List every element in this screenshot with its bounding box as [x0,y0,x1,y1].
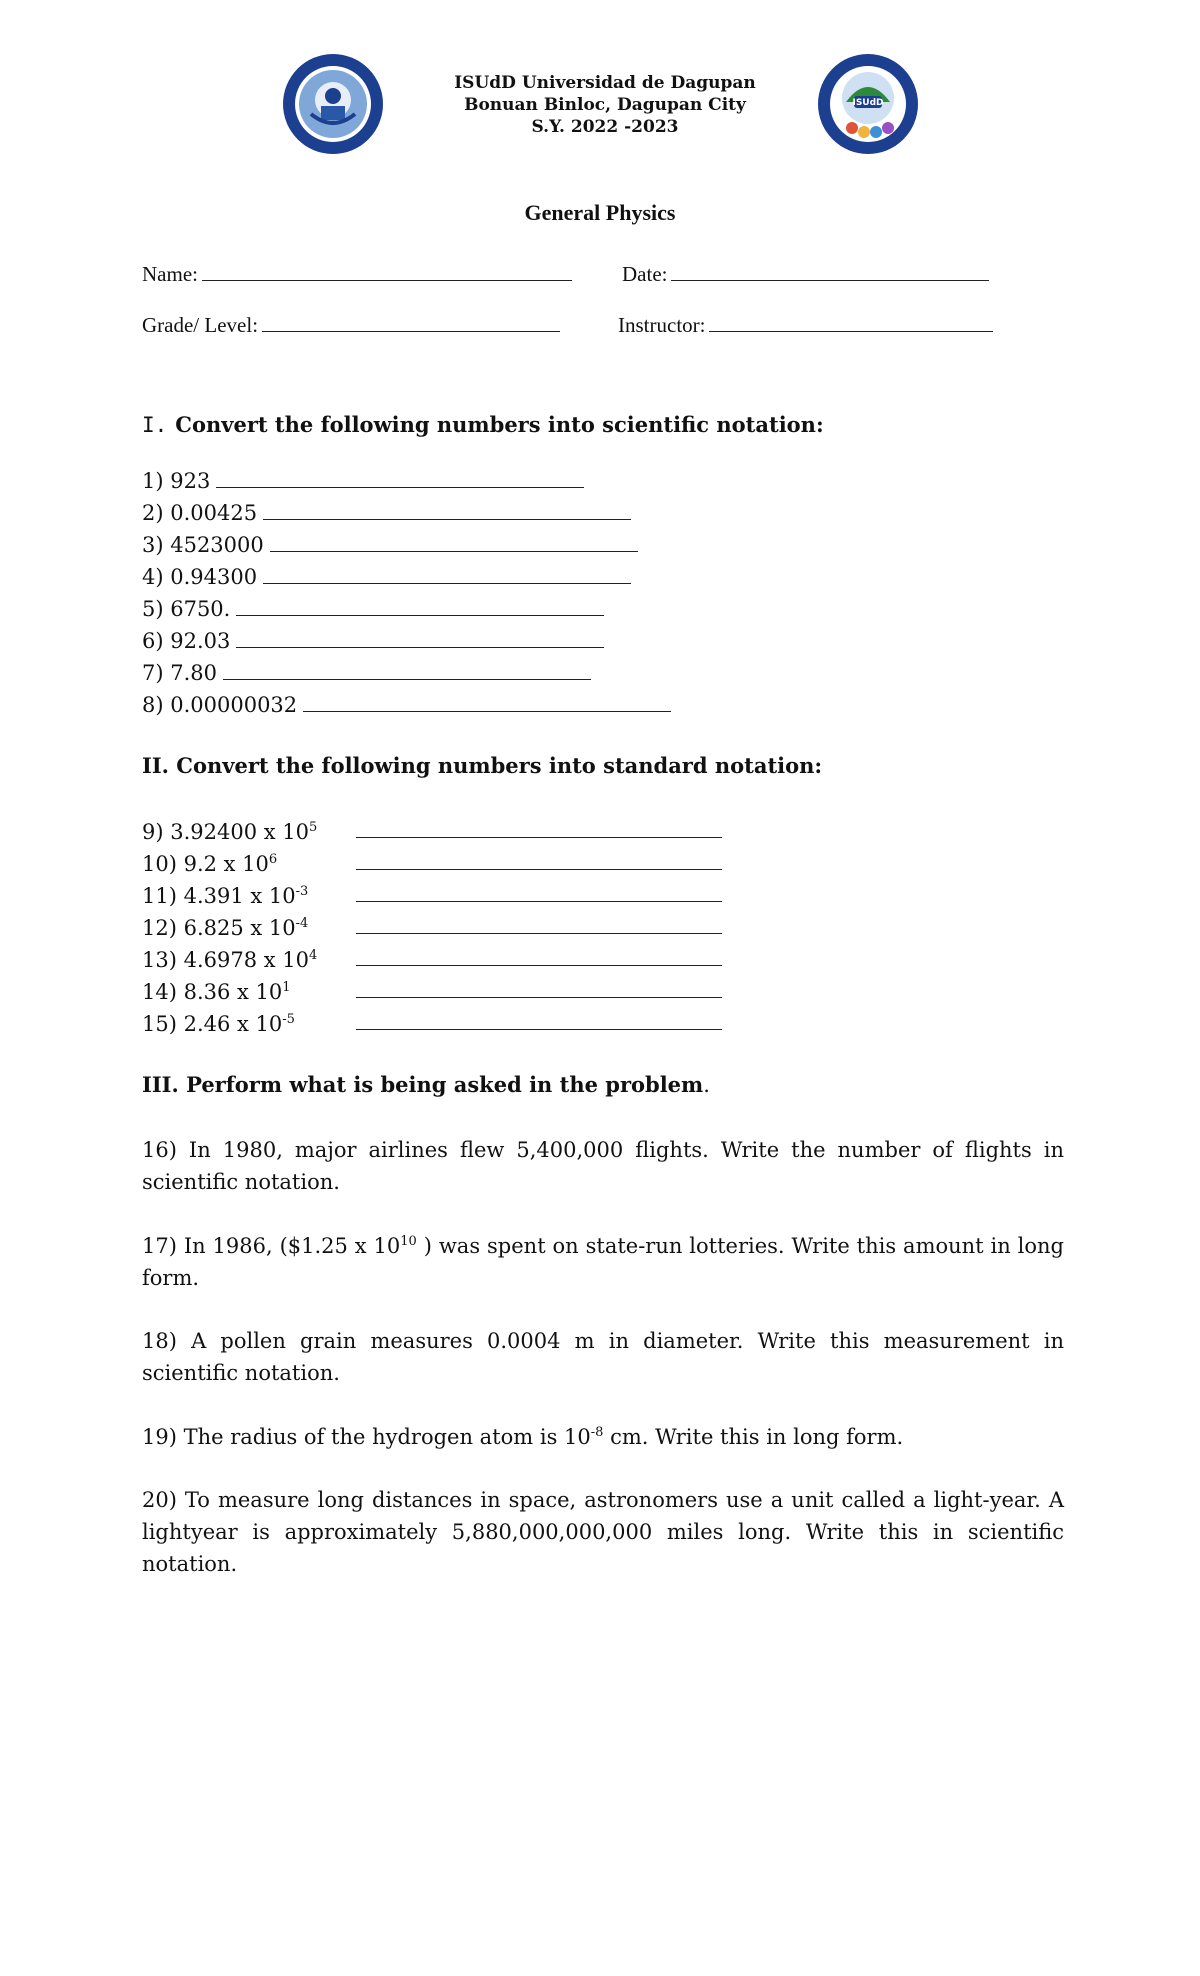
answer-blank[interactable] [356,913,722,934]
grade-label: Grade/ Level: [142,313,259,337]
answer-blank[interactable] [356,881,722,902]
svg-text:ISUdD: ISUdD [852,98,884,108]
section-3-period: . [703,1073,710,1097]
list-item: 6) 92.03 [142,626,604,656]
university-seal-icon [281,52,385,156]
problem-19: 19) The radius of the hydrogen atom is $10^{-8}$ cm. Write this in long form. [142,1425,904,1449]
school-year: S.Y. 2022 -2023 [531,117,679,137]
section-3-heading: III. Perform what is being asked in the problem [142,1072,704,1097]
school-header [420,72,790,138]
problem-17: 17) In 1986, ($1.25 x $10^{10}$ ) was spent on state-run lotteries. Write this amount in long form. [142,1234,1064,1290]
list-item: 13) 4.6978 x $10^4$ [142,945,317,975]
grade-blank[interactable] [262,315,560,332]
name-field [142,262,572,287]
instructor-blank[interactable] [709,315,993,332]
list-item: 10) 9.2 x $10^6$ [142,849,277,879]
answer-blank[interactable] [356,849,722,870]
answer-blank[interactable] [263,563,631,584]
answer-blank[interactable] [356,977,722,998]
list-item: 15) 2.46 x $10^{-5}$ [142,1009,295,1039]
date-blank[interactable] [671,264,989,281]
name-label: Name: [142,262,198,286]
list-item: 2) 0.00425 [142,498,631,528]
list-item: 5) 6750. [142,594,604,624]
answer-blank[interactable] [356,817,722,838]
grade-field [142,313,560,338]
list-item: 9) 3.92400 x $10^5$ [142,817,317,847]
school-address: Bonuan Binloc, Dagupan City [464,95,746,115]
section-3-title [142,1072,710,1097]
list-item: 14) 8.36 x $10^1$ [142,977,291,1007]
list-item: 8) 0.00000032 [142,690,671,720]
list-item: 11) 4.391 x $10^{-3}$ [142,881,308,911]
problem-20: 20) To measure long distances in space, astronomers use a unit called a light-year. A lightyear is approximately 5,880,000,000,000 miles long. Write this in scientific notation. [142,1488,1064,1576]
date-label: Date: [622,262,668,286]
section-2-title: II. Convert the following numbers into standard notation: [142,753,823,778]
problem-18: 18) A pollen grain measures 0.0004 m in diameter. Write this measurement in scientific notation. [142,1329,1064,1385]
answer-blank[interactable] [236,627,604,648]
answer-blank[interactable] [263,499,631,520]
instructor-label: Instructor: [618,313,706,337]
list-item: 7) 7.80 [142,658,591,688]
answer-blank[interactable] [356,945,722,966]
section-1-title [142,412,824,437]
answer-blank[interactable] [236,595,604,616]
answer-blank[interactable] [223,659,591,680]
section-1-heading: Convert the following numbers into scientific notation: [175,412,824,437]
name-blank[interactable] [202,264,572,281]
isudd-seal-icon [816,52,920,156]
school-name: ISUdD Universidad de Dagupan [454,73,756,93]
list-item: 1) 923 [142,466,584,496]
answer-blank[interactable] [356,1009,722,1030]
section-1-numeral: I. [142,413,168,437]
answer-blank[interactable] [270,531,638,552]
list-item: 12) 6.825 x $10^{-4}$ [142,913,308,943]
date-field [622,262,989,287]
list-item: 3) 4523000 [142,530,638,560]
subject-title: General Physics [524,200,676,225]
answer-blank[interactable] [216,467,584,488]
list-item: 4) 0.94300 [142,562,631,592]
answer-blank[interactable] [303,691,671,712]
problem-16: 16) In 1980, major airlines flew 5,400,000 flights. Write the number of flights in scientific notation. [142,1138,1064,1194]
instructor-field [618,313,993,338]
